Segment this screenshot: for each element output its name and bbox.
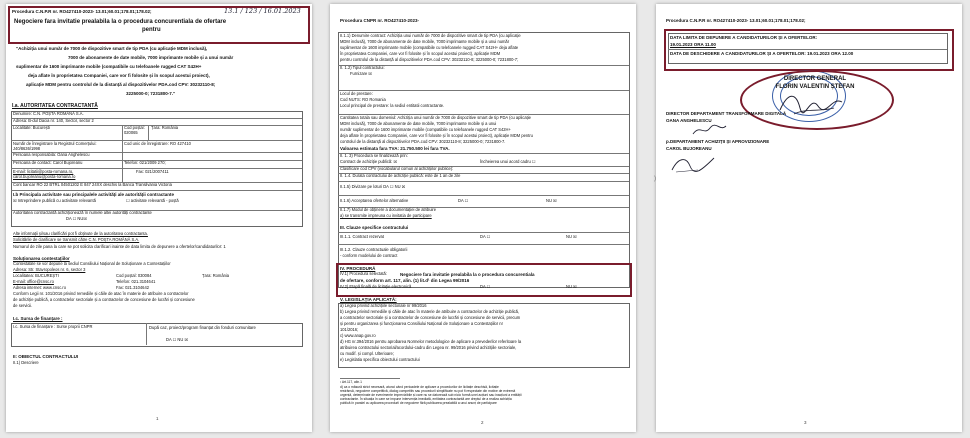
footnote-line: restrânsă, negociere competitivă, dialog competitiv sau procedurii simplificate nu pot fi respectate din motive de extremă bbox=[340, 389, 516, 393]
authority-email[interactable]: E-mail: licitatii@posta-romana.ro, bbox=[13, 169, 74, 174]
legislation-line: b) Legea privind remediile și căile de atac în materie de atribuire a contractelor de achiziție publică, bbox=[340, 309, 520, 314]
reserved-contract: III.1.1. Contract rezervat bbox=[340, 234, 384, 239]
bank-account: Cont bancar RO 22 BTRL 04501202 E 847 24XX deschis la Banca Transilvania Victoria bbox=[13, 182, 172, 187]
footnote-line: d) ca o măsură strict necesară, atunci când perioadele de aplicare a procedurilor de licitație deschisă, licitație bbox=[340, 385, 499, 389]
contract-name-line: suplimentar de 1600 imprimante mobile (compatibile cu telefoanele rugged CAT S42H+ deja aflate bbox=[340, 45, 519, 50]
legislation-line: a contractelor sectoriale și a contractelor de concesiune de lucrări și concesiune de servicii, precum bbox=[340, 315, 521, 320]
completion-method: II. 1. 3) Procedura se finalizează prin: bbox=[340, 153, 408, 158]
contract-object-title: II: OBIECTUL CONTRACTULUI bbox=[13, 354, 79, 359]
electronic-auction-yes: DA ☐ bbox=[480, 284, 491, 289]
digital-director-signature bbox=[690, 122, 730, 140]
lot-division: II.1.5) Divizare pe loturi DA ☐ NU ☒ bbox=[340, 184, 406, 189]
quantity-line: MDM inclusă), 7000 de abonamente de date mobile, 7000 imprimante mobile și a unui bbox=[340, 121, 497, 126]
quantity-line: număr suplimentar de 1600 imprimante mobile (compatibile cu telefoanele rugged CAT S42H+ bbox=[340, 127, 511, 132]
contact-person: Persoana de contact: Carol Bujoreanu bbox=[13, 160, 83, 165]
activity-option-postal: ☐ activitate relevantă - poștă bbox=[126, 198, 179, 203]
legislation-line: cu modif. și compl. Ulterioare; bbox=[340, 351, 394, 356]
quantity-line: controlul de la distanță al dispozitivelor PDA.cod CPV: 30232110-8; 3225000-0; 7231800-7. bbox=[340, 139, 506, 144]
authority-phone: Telefon: 021/2009 270; bbox=[124, 160, 166, 165]
procedure-title: Negociere fara invitatie prealabila la o procedura concurentiala de ofertare bbox=[14, 19, 227, 25]
authority-city: Localitate: București bbox=[13, 125, 50, 130]
legal-basis-line: de servicii. bbox=[13, 303, 33, 308]
delivery-place-label: Locul de prestare: bbox=[340, 91, 373, 96]
documentation-method: II.1.7) Modul de obținere a documentației de atribuire bbox=[340, 207, 437, 212]
page-number: 1 bbox=[156, 416, 159, 421]
appeals-submission: Contestatiile se vor depune la sediul Consiliului Național de Soluționare a Contestațiilor bbox=[13, 261, 171, 266]
clarification-days: Numarul de zile pana la care se pot solicita clarificari inainte de data limita de depunere a ofertelor/candidaturilor: 1 bbox=[13, 244, 226, 249]
contract-type: II. 1.2) Tipul contractului: bbox=[340, 65, 385, 70]
procurement-department-title: p.DEPARTAMENT ACHIZIȚII ȘI APROVIZIONARE bbox=[666, 139, 770, 144]
director-title: DIRECTOR GENERAL bbox=[783, 76, 847, 82]
framework-agreement: Încheierea unui acord cadru ☐ bbox=[480, 159, 536, 164]
mandatory-clauses: III.1.2. Clauze contractuale obligatorii bbox=[340, 247, 408, 252]
cnsc-website[interactable]: Adresa internet: www.cnsc.ro bbox=[13, 285, 67, 290]
description-line: deja aflate în proprietatea Companiei, care vor fi folosite și în scopul acestui proiect), bbox=[28, 73, 210, 78]
selected-procedure: Negociere fara invitatie prealabila la o procedura concurentiala bbox=[400, 272, 535, 277]
procedure-reference: Procedura CNPR nr. RO427410-2023- bbox=[340, 18, 420, 23]
alternative-offers: II.1.6) Acceptarea ofertelor alternative bbox=[340, 198, 409, 203]
nuts-code: Cod NUTS: RO Romania bbox=[340, 97, 386, 102]
legislation-title: V. LEGISLAȚIA APLICATĂ: bbox=[340, 297, 397, 302]
description-heading: II.1) Descriere bbox=[13, 360, 39, 365]
cnsc-phone: Telefon: 021.3104641 bbox=[116, 279, 156, 284]
electronic-auction: IV.2) Etapă finală de licitație electronică bbox=[340, 284, 412, 289]
trade-register-number: Număr de înregistrare la Registrul Comerțului: J40/8636/1998 bbox=[13, 141, 97, 151]
legislation-line: a) Legea privind achizițiile sectoriale nr 99/2016 bbox=[340, 303, 427, 308]
authority-email-2[interactable]: carol.bujoreanu@posta-romana.ro bbox=[13, 174, 76, 179]
estimated-value: Valoarea estimata fara TVA: 21.750.500 lei fara TVA. bbox=[340, 146, 450, 151]
clarification-requests: Solicitările de clarificare se transmit către C.N. POȘTA ROMÂNĂ S.A. bbox=[13, 237, 140, 242]
responsible-person: Persoana responsabila: Oana Anghelescu bbox=[13, 152, 90, 157]
opening-date: DATA DE DESCHIDERE A CANDIDATURILOR ȘI A OFERTELOR: 19.01.2023 ORA 12.00 bbox=[670, 51, 854, 56]
legislation-line: d) HG nr.394/2016 pentru aprobarea Normelor metodologice de aplicare a prevederilor referitoare la bbox=[340, 339, 522, 344]
legal-basis-line: de achiziție publică, a contractelor sectoriale și a contractelor de concesiune de lucrări și concesiune bbox=[13, 297, 195, 302]
quantity-line: deja aflate în proprietatea Companiei, care vor fi folosite și în scopul acestui proiect), aplicație MDM pentru bbox=[340, 133, 533, 138]
footnote-line: urgență, determinate de evenimente imprevizibile și care nu se datorează sub nicio formă unei acțiuni sau inacțiuni a entității bbox=[340, 393, 522, 397]
description-line: 3225000-0; 7231800-7." bbox=[126, 91, 176, 96]
selected-procedure-label: IV.1) Procedura selectată: bbox=[340, 271, 387, 276]
procurement-contact-name: CAROL BUJOREANU bbox=[666, 146, 712, 151]
cnsc-fax: Fax: 021.3104642 bbox=[116, 285, 150, 290]
digital-transformation-director-name: OANA ANGHELESCU bbox=[666, 118, 712, 123]
cnsc-email[interactable]: E-mail: office@cnsc.ro bbox=[13, 279, 54, 284]
authority-address: Adresa: B-dul Dacia nr. 140, Sector, sector 2 bbox=[13, 118, 94, 123]
contract-name-line: în proprietatea Companiei, care vor fi folosite și în scopul acestui proiect), aplicație MDM bbox=[340, 51, 501, 56]
director-name: FLORIN VALENTIN ȘTEFAN bbox=[775, 84, 855, 90]
main-delivery-place: Locul principal de prestare: la sediul entitatii contractante. bbox=[340, 103, 445, 108]
quantity-line: Cantitatea totala sau domeniul: Achiziția unui număr de 7000 de dispozitive smart de tip PDA (cu aplicație bbox=[340, 115, 531, 120]
cnsc-city: Localitatea: BUCUREȘTI bbox=[13, 273, 59, 278]
yes-no-choice: DA ☐ NU☒ bbox=[66, 216, 87, 221]
cnsc-address: Adresa: Str. Stavropoleos nr. 6, sector 3 bbox=[13, 267, 86, 272]
eu-funding-question: După caz, proiect/program finanțat din fonduri comunitare bbox=[149, 325, 256, 330]
page-number: 3 bbox=[804, 420, 807, 425]
legislation-line: și pentru organizarea și funcționarea Consiliului Național de Soluționare a Contestațiilor nr bbox=[340, 321, 503, 326]
reserved-contract-no: NU ☒ bbox=[566, 234, 577, 239]
activity-option-public: ☒ Intreprindere publică cu activitate relevantă bbox=[13, 198, 96, 203]
page-number: 2 bbox=[481, 420, 484, 425]
procedure-reference: Procedura C.N.P.R nr. RO427410-2023- 13.01;60.01;178.01;178.02; bbox=[12, 9, 152, 14]
director-signature bbox=[776, 88, 846, 118]
other-info: Alte informații și/sau clarificări pot fi obținute de la autoritatea contractanta. bbox=[13, 231, 148, 236]
electronic-auction-no: NU ☒ bbox=[566, 284, 577, 289]
public-procurement-contract: Contract de achiziție publică: ☒ bbox=[340, 159, 398, 164]
description-line: aplicație MDM pentru controlul de la distanță al dispozitivelor PDA.cod CPV: 30232110-8; bbox=[26, 82, 216, 87]
submission-deadline-value: 19.01.2023 ORA 11.00 bbox=[670, 42, 716, 47]
contract-name-line: pentru controlul de la distanță al dispozitivelor PDA.cod CPV: 30232110-8; 3225000-0; 7231800-7; bbox=[340, 57, 519, 62]
alternative-offers-yes: DA ☐ bbox=[458, 198, 469, 203]
authority-country: Țara: România bbox=[151, 125, 179, 130]
legislation-line: c) www.anap.gov.ro bbox=[340, 333, 376, 338]
authority-fax: Fax: 021/2007411 bbox=[136, 169, 169, 174]
footnote-line: publică în paralel cu aplicarea procedurii de negociere fără publicarea prealabilă a unui anunț de participare bbox=[340, 401, 497, 405]
section-title-activity: I.b Principala activitate sau principalele activități ale autorității contractante bbox=[13, 192, 175, 197]
description-line: suplimentar de 1600 imprimante mobile (compatibile cu telefoanele rugged CAT S42H+ bbox=[16, 64, 202, 69]
margin-mark: ) bbox=[654, 176, 656, 182]
legislation-line: e) Legislatia specifica obiectului contractului bbox=[340, 357, 420, 362]
document-page-1 bbox=[6, 4, 312, 432]
document-page-3 bbox=[656, 4, 962, 432]
alternative-offers-no: NU ☒ bbox=[546, 198, 557, 203]
section-title-authority: I.a. AUTORITATEA CONTRACTANTĂ bbox=[12, 103, 98, 109]
submission-deadline-label: DATA LIMITA DE DEPUNERE A CANDIDATURILOR ȘI A OFERTELOR: bbox=[670, 35, 818, 40]
eu-funding-choice: DA ☐ NU ☒ bbox=[166, 337, 189, 342]
specific-clauses-title: III. Clauze specifice contractului bbox=[340, 225, 409, 230]
legislation-line: atribuirea contractului sectorial/acordului-cadru din Legea nr. 99/2016 privind achizițiile sectoriale, bbox=[340, 345, 517, 350]
funding-source: I.c. Sursa de finanțare : Surse proprii CNPR bbox=[13, 324, 93, 329]
description-line: 7000 de abonamente de date mobile, 7000 imprimante mobile și a unui număr bbox=[68, 55, 234, 60]
document-page-2 bbox=[330, 4, 636, 432]
footnote-line: ¹ Art.117, alin.1 bbox=[340, 380, 362, 384]
purchases-on-behalf: Autoritatea contractantă achiziționează în numele altei autorități contractante bbox=[13, 210, 152, 215]
contract-name-line: MDM inclusă), 7000 de abonamente de date mobile, 7000 imprimante mobile și a unui număr bbox=[340, 39, 510, 44]
authority-postal-code: Cod poștal: 020065 bbox=[124, 125, 145, 135]
procurement-signature bbox=[668, 152, 718, 176]
cnsc-country: Țara: România bbox=[202, 273, 230, 278]
funding-title: I.c. Sursa de finanțare : bbox=[13, 316, 63, 321]
unique-registration-code: Cod unic de înregistrare: RO 427410 bbox=[124, 141, 191, 146]
procedure-section-title: IV. PROCEDURĂ bbox=[340, 266, 376, 271]
authority-name: Denumire: C.N. POȘTA ROMÂNĂ S.A. bbox=[13, 111, 84, 116]
legislation-line: 101/2016; bbox=[340, 327, 359, 332]
procedure-title-suffix: pentru bbox=[142, 27, 161, 33]
contract-duration: II. 1.4. Durata contractului de achiziție publică: este de 1 an de zile bbox=[340, 173, 461, 178]
footnote-line: contractante. În situația în care se impune intervenția imediată, entitatea contractantă are dreptul de a realiza achiziția bbox=[340, 397, 512, 401]
mandatory-clauses-detail: - conform modelului de contract bbox=[340, 253, 398, 258]
digital-transformation-director-title: DIRECTOR DEPARTAMENT TRANSFORMARE DIGITALĂ bbox=[666, 111, 787, 116]
cnsc-postal-code: Cod poștal: 030084 bbox=[116, 273, 152, 278]
procedure-reference: Procedura C.N.P.R nr. RO427410-2023- 13.01;60.01;178.01;178.02; bbox=[666, 18, 806, 23]
handwritten-registration: 13.1 / 123 / 16.01.2023 bbox=[224, 7, 301, 15]
documentation-method-detail: a) se transmite impreuna cu invitatia de participare bbox=[340, 213, 432, 218]
contract-type-supply: Furnizare ☒ bbox=[350, 71, 373, 76]
selected-procedure-legal: de ofertare, conform art. 117, alin. (1) lit.d¹ din Legea 99/2016 bbox=[340, 278, 470, 283]
reserved-contract-yes: DA ☐ bbox=[480, 234, 491, 239]
appeals-title: Soluționarea contestațiilor bbox=[13, 256, 70, 261]
cpv-classification: Clasificare cod CPV (vocabularul comun al achizițiilor publice): bbox=[340, 166, 454, 171]
description-line: "Achiziția unui număr de 7000 de dispozitive smart de tip PDA (cu aplicație MDM inclusă), bbox=[16, 46, 208, 51]
contract-name-line: II.1.1) Denumire contract: Achiziția unui număr de 7000 de dispozitive smart de tip PDA (cu aplicație bbox=[340, 33, 521, 38]
legal-basis-line: Conform Legii nr. 101/2016 privind remediile și căile de atac în materie de atribuire a contractelor bbox=[13, 291, 189, 296]
